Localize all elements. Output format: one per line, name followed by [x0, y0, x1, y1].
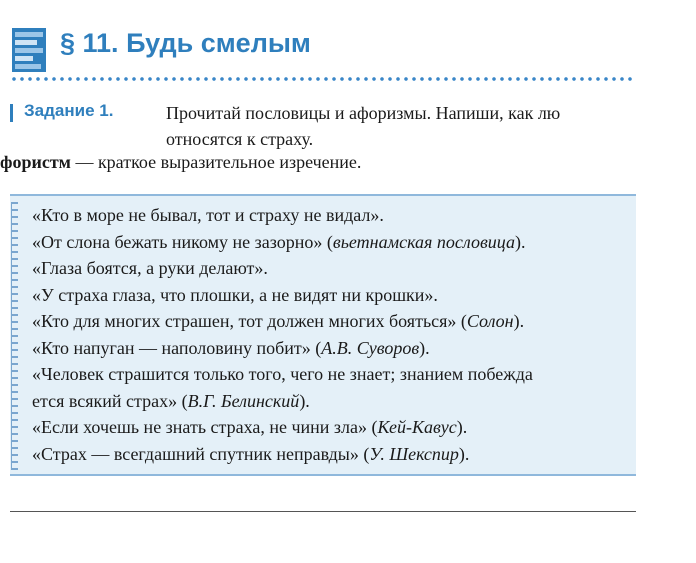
quote-text: «Кто для многих страшен, тот должен многих бояться» (: [32, 311, 467, 331]
dotted-divider: [10, 76, 636, 82]
quote-suffix: ).: [299, 390, 310, 411]
quote-suffix: ).: [513, 311, 525, 331]
binding-decoration: [11, 202, 18, 470]
quote-suffix: ).: [456, 417, 468, 437]
quote-text: «Страх — всегдашний спутник неправды» (: [32, 443, 370, 464]
quote-text: «Кто в море не бывал, тот и страху не видал».: [32, 205, 384, 225]
quote-author: Солон: [466, 311, 514, 331]
task-label: Задание 1.: [24, 101, 114, 120]
task-text-line: относятся к страху.: [166, 129, 314, 149]
quote-text: «Кто напуган — наполовину побит» (: [32, 337, 322, 358]
section-title: § 11. Будь смелым: [60, 28, 311, 58]
quote-text: «У страха глаза, что плошки, а не видят ни крошки».: [32, 284, 438, 305]
quote-text: ется всякий страх» (: [32, 390, 188, 411]
quote-author: Кей-Кавус: [377, 417, 457, 437]
quote-line: [32, 441, 636, 468]
quote-suffix: ).: [419, 337, 430, 358]
quote-line: [32, 255, 636, 282]
quote-line: [32, 202, 636, 229]
quote-line: [32, 388, 636, 415]
quote-author: вьетнамская пословица: [332, 231, 515, 252]
quote-suffix: ).: [515, 231, 526, 252]
task-text: [166, 100, 636, 152]
quote-suffix: ).: [458, 443, 470, 464]
task-text-line: Прочитай пословицы и афоризмы. Напиши, как лю: [166, 103, 561, 123]
quote-text: «Человек страшится только того, чего не знает; знанием побежда: [32, 364, 533, 384]
quote-text: «От слона бежать никому не зазорно» (: [32, 231, 333, 252]
quote-line: [32, 229, 636, 256]
book-pages-icon: [12, 28, 46, 72]
quote-line: [32, 414, 636, 441]
definition: [0, 152, 636, 173]
quote-line: [32, 282, 636, 309]
quote-text: «Глаза боятся, а руки делают».: [32, 258, 268, 278]
quotes-box: [10, 194, 636, 476]
quote-author: У. Шекспир: [369, 443, 459, 464]
quote-line: [32, 308, 636, 335]
quote-author: В.Г. Белинский: [187, 390, 300, 411]
quote-line: [32, 335, 636, 362]
quotes-list: [32, 202, 636, 467]
definition-text: — краткое выразительное изречение.: [70, 152, 362, 172]
quote-text: «Если хочешь не знать страха, не чини зла» (: [32, 417, 378, 437]
task-marker: [10, 104, 13, 122]
quote-line: [32, 361, 636, 388]
bottom-rule: [10, 511, 636, 512]
definition-term: фористм: [0, 152, 71, 172]
quote-author: А.В. Суворов: [321, 337, 420, 358]
